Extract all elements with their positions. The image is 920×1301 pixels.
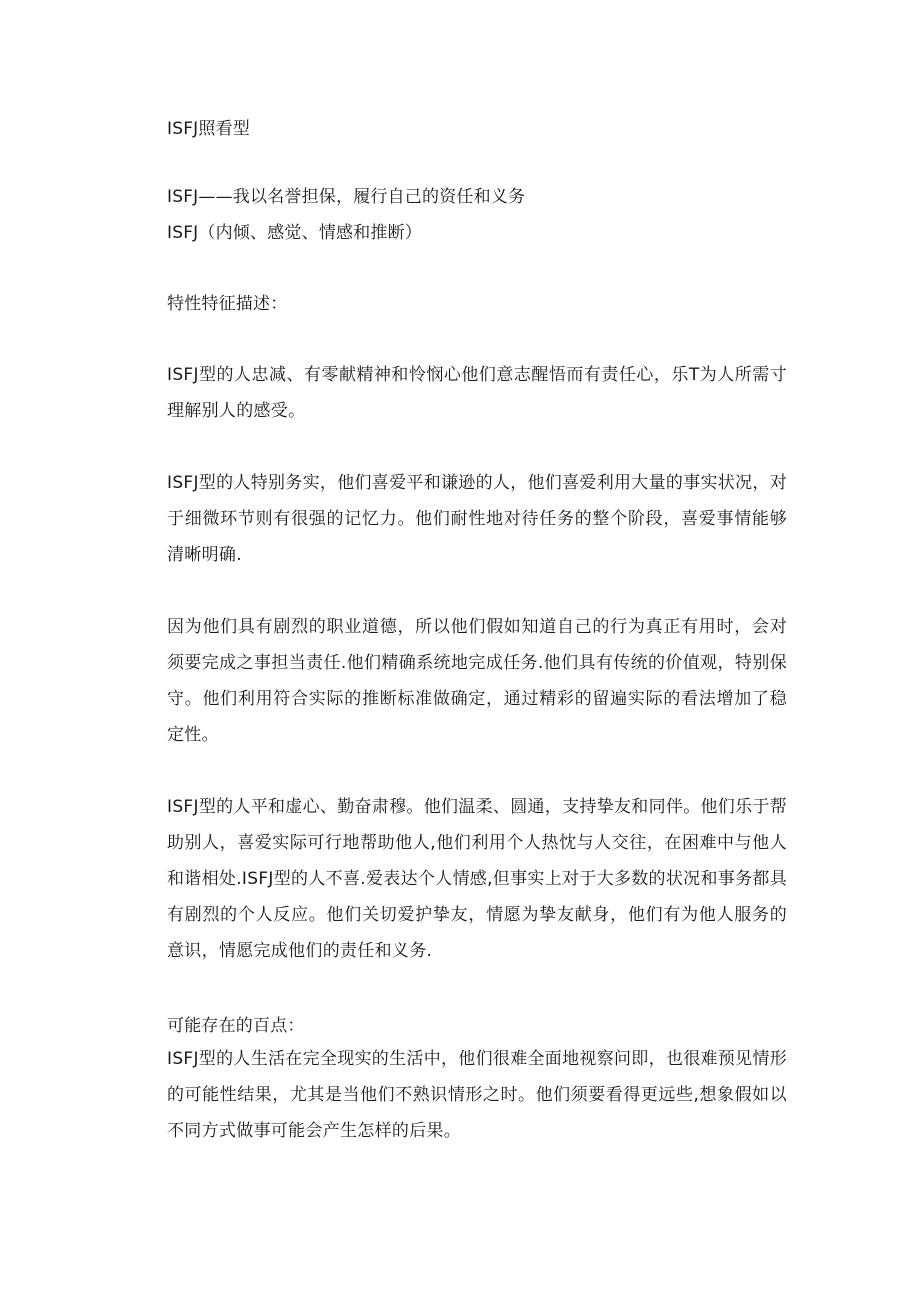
weakness-heading: 可能存在的百点： bbox=[167, 1016, 305, 1036]
document-subtitle-motto: ISFJ——我以名誉担保，履行自己的资任和义务 bbox=[167, 187, 526, 207]
paragraph-loyalty: ISFJ型的人忠减、有零献精神和怜悯心他们意志醒悟而有责任心，乐T为人所需寸理解别人的感受。 bbox=[167, 365, 787, 421]
paragraph-practical: ISFJ型的人特别务实，他们喜爱平和谦逊的人，他们喜爱利用大量的事实状况，对于细微环节则有很强的记忆力。他们耐性地对待任务的整个阶段，喜爱事情能够清晰明确. bbox=[167, 473, 787, 565]
document-title: ISFJ照看型 bbox=[167, 119, 250, 139]
paragraph-temperament: ISFJ型的人平和虚心、勤奋肃穆。他们温柔、圆通，支持挚友和同伴。他们乐于帮助别人，喜爱实际可行地帮助他人,他们利用个人热忱与人交往，在困难中与他人和谐相处.ISFJ型的人不喜.爱表达个人情感,但事实上对于大多数的状况和事务都具有剧烈的个人反应。他们关切爱护挚友，情愿为挚友献身，他们有为他人服务的意识，情愿完成他们的责任和义务. bbox=[167, 797, 787, 961]
traits-heading: 特性特征描述： bbox=[167, 294, 288, 314]
document-subtitle-dimensions: ISFJ（内倾、感觉、情感和推断） bbox=[167, 223, 422, 243]
paragraph-work-ethic: 因为他们具有剧烈的职业道德，所以他们假如知道自己的行为真正有用时，会对须要完成之事担当责任.他们精确系统地完成任务.他们具有传统的价值观，特别保守。他们利用符合实际的推断标准做确定，通过精彩的留遍实际的看法增加了稳定性。 bbox=[167, 617, 787, 745]
paragraph-weakness: ISFJ型的人生活在完全现实的生活中，他们很难全面地视察问即，也很难预见情形的可能性结果，尤其是当他们不熟识情形之时。他们须要看得更远些,想象假如以不同方式做事可能会产生怎样的后果。 bbox=[167, 1049, 787, 1141]
